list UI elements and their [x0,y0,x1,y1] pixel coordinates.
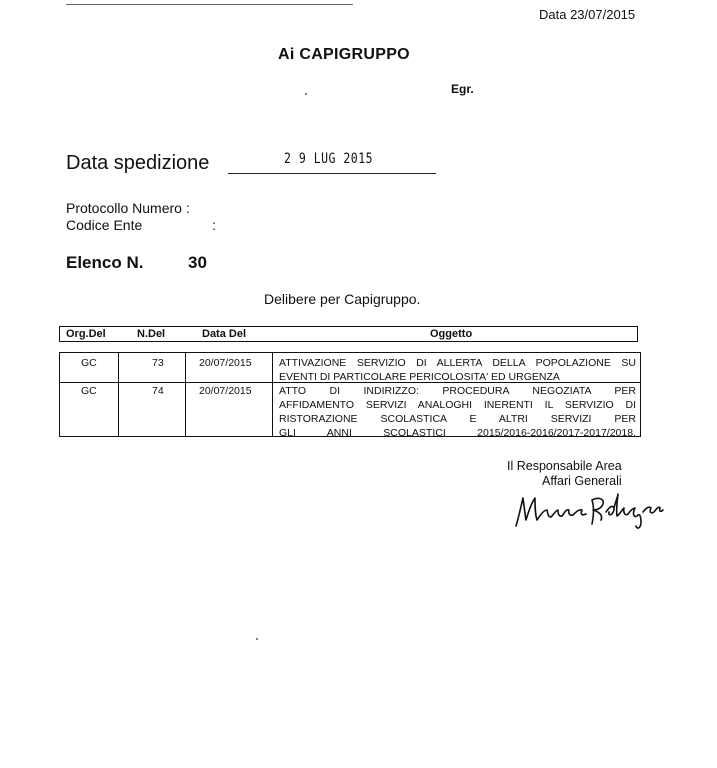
row2-subject-line: RISTORAZIONE SCOLASTICA E ALTRI SERVIZI PER [279,413,636,425]
top-rule [66,4,353,5]
row1-org: GC [81,357,97,369]
row2-num: 74 [152,385,164,397]
salutation: Egr. [451,82,474,96]
row2-org: GC [81,385,97,397]
row2-subject-line: AFFIDAMENTO SERVIZI ANALOGHI INERENTI IL SERVIZIO DI [279,399,636,411]
shipping-date-line [228,173,436,174]
column-divider [118,353,119,436]
header-date: Data Del [202,328,247,340]
list-label: Elenco N. [66,253,144,272]
header-org: Org.Del [66,328,106,340]
signatory-role: Il Responsabile Area [507,459,622,473]
entity-code-label: Codice Ente [66,217,143,233]
scan-speck [256,638,258,640]
addressee-title: Ai CAPIGRUPPO [278,46,410,63]
header-num: N.Del [137,328,166,340]
protocol-number-label: Protocollo Numero : [66,200,190,216]
row1-subject-line: EVENTI DI PARTICOLARE PERICOLOSITA' ED URGENZA [279,371,560,383]
row2-subject-line: ATTO DI INDIRIZZO: PROCEDURA NEGOZIATA PER [279,385,636,397]
row2-subject-line: GLI ANNI SCOLASTICI 2015/2016-2016/2017-2017/2018. [279,427,636,439]
shipping-date-label: Data spedizione [66,152,210,174]
table-header [59,326,638,342]
list-number: 30 [188,253,207,272]
row1-date: 20/07/2015 [199,357,252,369]
header-subject: Oggetto [430,328,473,340]
list-subtitle: Delibere per Capigruppo. [264,291,421,307]
row2-subject [279,384,636,440]
row1-num: 73 [152,357,164,369]
row1-subject-line: ATTIVAZIONE SERVIZIO DI ALLERTA DELLA POPOLAZIONE SU [279,357,636,369]
row2-date: 20/07/2015 [199,385,252,397]
handwritten-signature [510,488,668,532]
shipping-date-stamp: 2 9 LUG 2015 [284,150,374,167]
row1-subject [279,356,636,384]
document-date: Data 23/07/2015 [539,7,636,22]
signatory-area: Affari Generali [541,474,622,488]
scan-speck [305,93,307,95]
entity-code-colon: : [212,217,216,233]
column-divider [185,353,186,436]
table-body [59,352,641,437]
column-divider [272,353,273,436]
signatory-block [507,459,622,489]
